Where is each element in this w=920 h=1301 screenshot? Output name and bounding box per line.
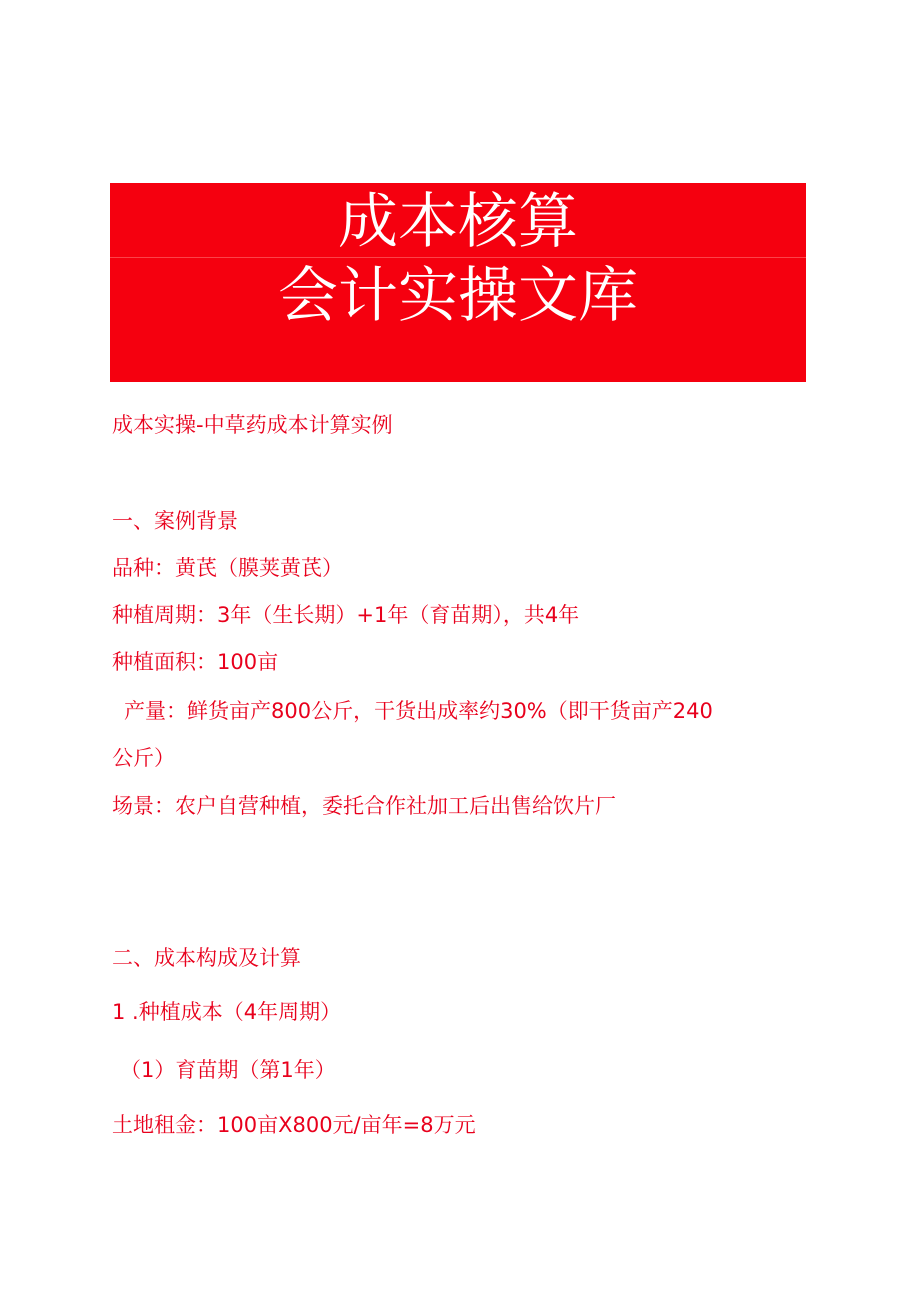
banner-divider — [110, 257, 806, 258]
land-rent-line: 土地租金：100亩X800元/亩年=8万元 — [112, 1113, 476, 1137]
section1-heading: 一、案例背景 — [112, 509, 238, 533]
variety-line: 品种：黄芪（膜荚黄芪） — [112, 556, 343, 580]
section2-heading: 二、成本构成及计算 — [112, 946, 301, 970]
banner-title-line2: 会计实操文库 — [278, 261, 638, 331]
item1-heading: 1 .种植成本（4年周期） — [112, 1000, 342, 1024]
yield-line1: 产量：鲜货亩产800公斤，干货出成率约30%（即干货亩产240 — [124, 699, 713, 723]
document-subtitle: 成本实操-中草药成本计算实例 — [112, 413, 393, 437]
title-banner — [110, 183, 806, 382]
area-line: 种植面积：100亩 — [112, 650, 279, 674]
yield-line2: 公斤） — [112, 746, 175, 770]
cycle-line: 种植周期：3年（生长期）+1年（育苗期），共4年 — [112, 603, 580, 627]
banner-title-line1: 成本核算 — [338, 187, 578, 257]
sub1-heading: （1）育苗期（第1年） — [120, 1058, 336, 1082]
scenario-line: 场景：农户自营种植，委托合作社加工后出售给饮片厂 — [112, 794, 616, 818]
